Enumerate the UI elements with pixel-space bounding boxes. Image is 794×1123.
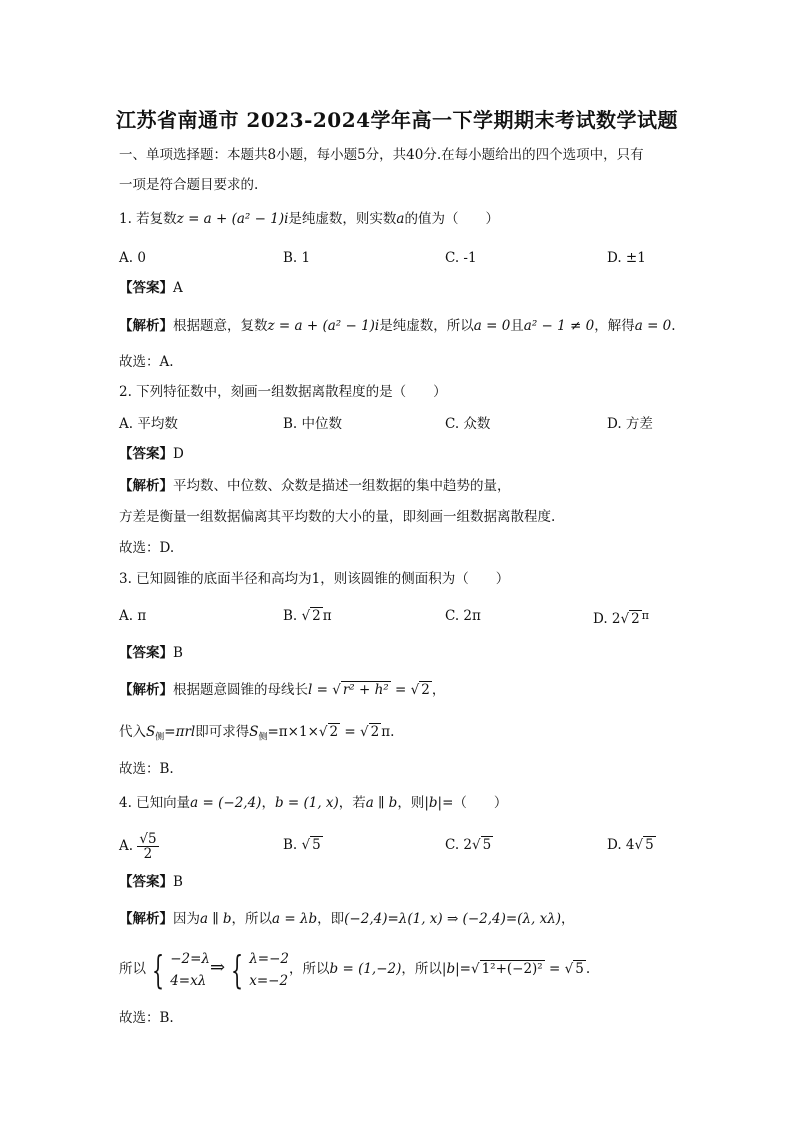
q4-option-a xyxy=(119,832,159,861)
q1-analysis-text-d: ，解得 xyxy=(594,318,635,334)
question-4-stem xyxy=(119,793,507,813)
q3-sub-index-2: 侧 xyxy=(258,732,268,743)
q4-b-end: . xyxy=(585,961,591,977)
q4-b-eq: = xyxy=(544,961,565,977)
q3-choose: 故选：B. xyxy=(119,761,174,777)
q3-option-b: B. √ 2 π xyxy=(283,608,332,624)
q1-stem-b: 是纯虚数，则实数 xyxy=(288,211,397,227)
q3-analysis-root: r² + h² xyxy=(342,682,389,698)
q2-choose: 故选：D. xyxy=(119,540,175,556)
q2-answer xyxy=(119,444,184,464)
analysis-label: 【解析】 xyxy=(119,911,173,927)
q4-b-magnitude: |b|= xyxy=(441,961,471,977)
q4-option-c: C. 2√ 5 xyxy=(445,837,492,853)
q4-analysis-derivation: (−2,4)=λ(1, x) ⇒ (−2,4)=(λ, xλ) xyxy=(344,911,562,927)
q4-parallel: a ∥ b xyxy=(365,795,398,811)
q2-analysis-line-1 xyxy=(119,476,511,496)
q4-b-root-2: 5 xyxy=(575,961,584,977)
q2-option-a: A. 平均数 xyxy=(119,416,178,432)
q3-analysis-l: l = xyxy=(308,682,333,698)
q3-sub-end: . xyxy=(390,724,395,740)
q3-sub-text-b: 即可求得 xyxy=(195,724,250,740)
q3-sub-formula: =πrl xyxy=(164,724,196,740)
page-title: 江苏省南通市 2023-2024学年高一下学期期末考试数学试题 xyxy=(115,108,679,132)
q4-b-value: b = (1,−2) xyxy=(329,961,402,977)
q1-option-d: D. ±1 xyxy=(607,250,646,266)
q1-analysis-math-3: a² − 1 ≠ 0 xyxy=(523,318,595,334)
q3-option-b-pi: π xyxy=(322,608,332,624)
q3-option-b-root: 2 xyxy=(312,608,321,624)
q3-analysis-text-a: 根据题意圆锥的母线长 xyxy=(173,682,308,698)
q4-answer xyxy=(119,872,183,892)
q3-answer xyxy=(119,643,183,663)
q1-analysis-math-1: z = a + (a² − 1)i xyxy=(267,318,380,334)
q1-analysis-text-b: 是纯虚数，所以 xyxy=(379,318,474,334)
q3-option-b-label: B. xyxy=(283,608,302,624)
q1-analysis xyxy=(119,316,676,336)
q4-system-1 xyxy=(170,948,210,992)
q4-option-d-label: D. 4 xyxy=(607,837,635,853)
analysis-label: 【解析】 xyxy=(119,478,173,494)
q4-option-b: B. √ 5 xyxy=(283,837,321,853)
question-3-stem: 3. 已知圆锥的底面半径和高均为1，则该圆锥的侧面积为（ ） xyxy=(119,571,510,587)
q4-option-c-root: 5 xyxy=(482,837,492,853)
section-intro-line-2: 一项是符合题目要求的. xyxy=(119,177,259,193)
q1-analysis-math-4: a = 0 xyxy=(634,318,672,334)
q4-system-2-eq-a: λ=−2 xyxy=(249,950,290,967)
q1-stem-math: z = a + (a² − 1)i xyxy=(176,211,289,227)
q4-option-b-root: 5 xyxy=(312,837,321,853)
q1-answer-value: A xyxy=(173,280,183,296)
q4-abs: |b| xyxy=(424,795,443,811)
q1-analysis-text-c: 且 xyxy=(510,318,524,334)
q2-option-d: D. 方差 xyxy=(607,416,653,432)
q3-option-c: C. 2π xyxy=(445,608,481,624)
question-2-stem: 2. 下列特征数中，刻画一组数据离散程度的是（ ） xyxy=(119,384,447,400)
q4-vector-b: b = (1, x) xyxy=(274,795,339,811)
q3-analysis-comma: ， xyxy=(431,682,446,698)
q1-stem-a: 1. 若复数 xyxy=(119,211,177,227)
q1-answer xyxy=(119,278,183,298)
q3-analysis-root-2: 2 xyxy=(421,682,430,698)
q4-analysis-text-c: ，即 xyxy=(317,911,345,927)
q2-answer-value: D xyxy=(173,446,184,462)
q4-analysis-text-b: ，所以 xyxy=(231,911,273,927)
answer-label: 【答案】 xyxy=(119,874,173,890)
q4-analysis-line-2: 所以 { −2=λ 4=xλ ⇒ { λ=−2 x=−2 ，所以b = (1,−2)，所以|b|=√ 1²+(−2)² = √ 5 . xyxy=(119,947,591,992)
q3-sub-root-2: 2 xyxy=(370,724,380,740)
q3-option-d-pi: π xyxy=(641,609,649,622)
q4-vector-a: a = (−2,4) xyxy=(190,795,262,811)
q1-analysis-math-2: a = 0 xyxy=(473,318,511,334)
q4-then: ，则 xyxy=(397,795,425,811)
q3-analysis-line-1: 【解析】根据题意圆锥的母线长l = √ r² + h² = √ 2 ， xyxy=(119,682,446,698)
q3-sub-s-2: S xyxy=(249,724,259,740)
q4-analysis-parallel: a ∥ b xyxy=(200,911,232,927)
q4-option-a-label: A. xyxy=(119,838,134,854)
q4-b-root: 1²+(−2)² xyxy=(481,961,543,977)
q1-analysis-text-a: 根据题意，复数 xyxy=(173,318,268,334)
q4-option-a-denominator: 2 xyxy=(143,846,153,862)
q4-system-2-eq-b: x=−2 xyxy=(249,972,289,989)
q2-analysis-line-2: 方差是衡量一组数据偏离其平均数的大小的量，即刻画一组数据离散程度. xyxy=(119,509,556,525)
q4-stem-a: 4. 已知向量 xyxy=(119,795,191,811)
q4-answer-value: B xyxy=(173,874,183,890)
analysis-label: 【解析】 xyxy=(119,318,173,334)
q1-analysis-text-e: . xyxy=(671,318,676,334)
q3-sub-value: =π×1× xyxy=(267,724,319,740)
q3-answer-value: B xyxy=(173,645,183,661)
q3-option-d-label: D. 2 xyxy=(593,611,621,627)
q3-analysis-line-2: 代入$S_侧=\pi rl$即可求得$S_侧=\pi\times 1\times√$ 2 = √ 2 π. xyxy=(119,724,395,743)
q1-choose: 故选：A. xyxy=(119,354,174,370)
question-1-stem xyxy=(119,209,499,229)
q3-sub-root: 2 xyxy=(329,724,339,740)
q4-system-1-eq-a: −2=λ xyxy=(170,950,210,967)
q3-option-d-root: 2 xyxy=(631,611,640,627)
q4-option-d: D. 4√ 5 xyxy=(607,837,654,853)
q4-option-d-root: 5 xyxy=(645,837,654,853)
section-intro-line-1: 一、单项选择题：本题共8小题，每小题5分，共40分.在每小题给出的四个选项中，只有 xyxy=(119,147,644,163)
q3-sub-index: 侧 xyxy=(155,732,165,743)
q4-sep: ， xyxy=(261,795,275,811)
q1-option-a: A. 0 xyxy=(119,250,146,266)
q4-system-1-eq-b: 4=xλ xyxy=(170,972,207,989)
q3-sub-s: S xyxy=(146,724,156,740)
left-brace-icon: { xyxy=(231,947,244,992)
q3-sub-text-a: 代入 xyxy=(119,724,146,740)
left-brace-icon: { xyxy=(152,947,165,992)
q4-analysis-text-e: ， xyxy=(561,911,575,927)
q4-option-b-label: B. xyxy=(283,837,298,853)
q3-sub-eq: = xyxy=(340,724,361,740)
q4-analysis-line-1 xyxy=(119,909,575,929)
q4-analysis-eq: a = λb xyxy=(272,911,318,927)
answer-label: 【答案】 xyxy=(119,446,173,462)
q4-analysis-text-a: 因为 xyxy=(173,911,200,927)
q4-so-3: ，所以 xyxy=(401,961,442,977)
analysis-label: 【解析】 xyxy=(119,682,173,698)
q4-stem-end: =（ ） xyxy=(442,795,508,811)
q4-system-2 xyxy=(249,948,289,992)
q4-so-2: ，所以 xyxy=(289,961,330,977)
implies-arrow-icon: ⇒ xyxy=(209,957,226,978)
q3-sub-pi: π xyxy=(381,724,391,740)
q2-analysis-text-1: 平均数、中位数、众数是描述一组数据的集中趋势的量， xyxy=(173,478,511,494)
q3-option-d: D. 2√ 2 $^\pi$ xyxy=(593,609,649,627)
q2-option-c: C. 众数 xyxy=(445,416,491,432)
answer-label: 【答案】 xyxy=(119,280,173,296)
answer-label: 【答案】 xyxy=(119,645,173,661)
q3-option-a: A. π xyxy=(119,608,147,624)
q4-cond: ，若 xyxy=(338,795,366,811)
q4-option-a-numerator: √5 xyxy=(139,831,157,847)
q4-option-c-label: C. 2 xyxy=(445,837,473,853)
q1-option-c: C. -1 xyxy=(445,250,477,266)
q2-option-b: B. 中位数 xyxy=(283,416,343,432)
q4-so: 所以 xyxy=(119,961,146,977)
q1-stem-var: a xyxy=(396,211,405,227)
q1-stem-c: 的值为（ ） xyxy=(404,211,499,227)
q4-choose: 故选：B. xyxy=(119,1010,174,1026)
q4-option-a-fraction xyxy=(137,832,158,861)
q1-option-b: B. 1 xyxy=(283,250,311,266)
q3-analysis-eq: = xyxy=(390,682,411,698)
